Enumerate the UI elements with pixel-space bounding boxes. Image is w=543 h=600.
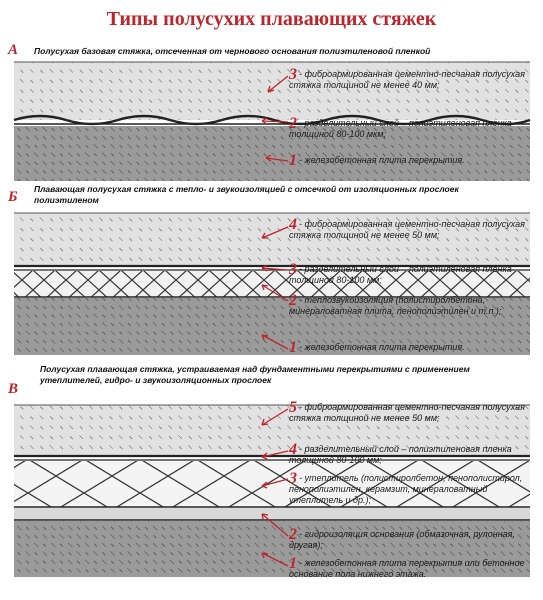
section-v-item-1 [289,555,534,580]
section-v-item-5 [289,399,534,424]
item-number: 2 [289,526,297,543]
section-b-item-1 [289,339,534,356]
item-text: - фиброармированная цементно-песчаная полусухая стяжка толщиной не менее 40 мм; [289,69,525,90]
section-b-item-3 [289,261,534,286]
item-text: - фиброармированная цементно-песчаная полусухая стяжка толщиной не менее 50 мм; [289,219,525,240]
section-a-letter: А [8,42,19,58]
v-waterproof-layer [14,508,530,520]
section-b-item-4 [289,216,534,241]
item-text: - железобетонная плита перекрытия. [299,155,465,165]
item-number: 5 [289,399,297,416]
item-number: 1 [289,555,297,572]
section-b-item-2 [289,292,534,317]
item-number: 2 [289,115,297,132]
section-a-item-1 [289,152,534,169]
item-number: 1 [289,339,297,356]
section-v-item-2 [289,526,534,551]
item-number: 3 [289,470,297,487]
section-v-letter: В [8,381,19,397]
item-number: 3 [289,66,297,83]
section-a-item-3 [289,66,534,91]
item-number: 4 [289,441,297,458]
section-b-letter: Б [8,189,18,205]
item-text: - разделительный слой – полиэтиленовая пленка толщиной 80-100 мкм; [289,118,512,139]
page-title: Типы полусухих плавающих стяжек [106,8,437,30]
item-number: 1 [289,152,297,169]
item-text: - разделительный слой – полиэтиленовая пленка толщиной 80-100 мм; [289,264,512,285]
item-number: 4 [289,216,297,233]
item-text: - железобетонная плита перекрытия или бетонное основание пола нижнего этажа. [289,558,525,579]
item-number: 3 [289,261,297,278]
section-v-caption: Полусухая плавающая стяжка, устраиваемая над фундаментными перекрытиями с применением утеплителей, гидро- и звукоизоляционных прослоек [40,364,470,385]
section-a-item-2 [289,115,534,140]
item-text: - разделительный слой – полиэтиленовая пленка толщиной 80-100 мм; [289,444,512,465]
section-v-item-3 [289,470,534,506]
item-text: - фиброармированная цементно-песчаная полусухая стяжка толщиной не менее 50 мм; [289,402,525,423]
item-text: - утеплитель (полистиролбетон, пенополистирол, пенополиэтилен, керамзит, минераловатный утеплитель и др.); [289,473,523,505]
section-a-caption: Полусухая базовая стяжка, отсеченная от чернового основания полиэтиленовой пленкой [34,46,431,56]
item-number: 2 [289,292,297,309]
section-b-caption: Плавающая полусухая стяжка с тепло- и звукоизоляцией с отсечкой от изоляционных прослоек полиэтиленом [34,184,459,205]
item-text: - гидроизоляция основания (обмазочная, рулонная, другая); [289,529,515,550]
section-v-item-4 [289,441,534,466]
item-text: - теплозвукоизоляция (полистиролбетона, минераловатная плита, пенополиэтилен и т.п.); [289,295,502,316]
item-text: - железобетонная плита перекрытия. [299,342,465,352]
